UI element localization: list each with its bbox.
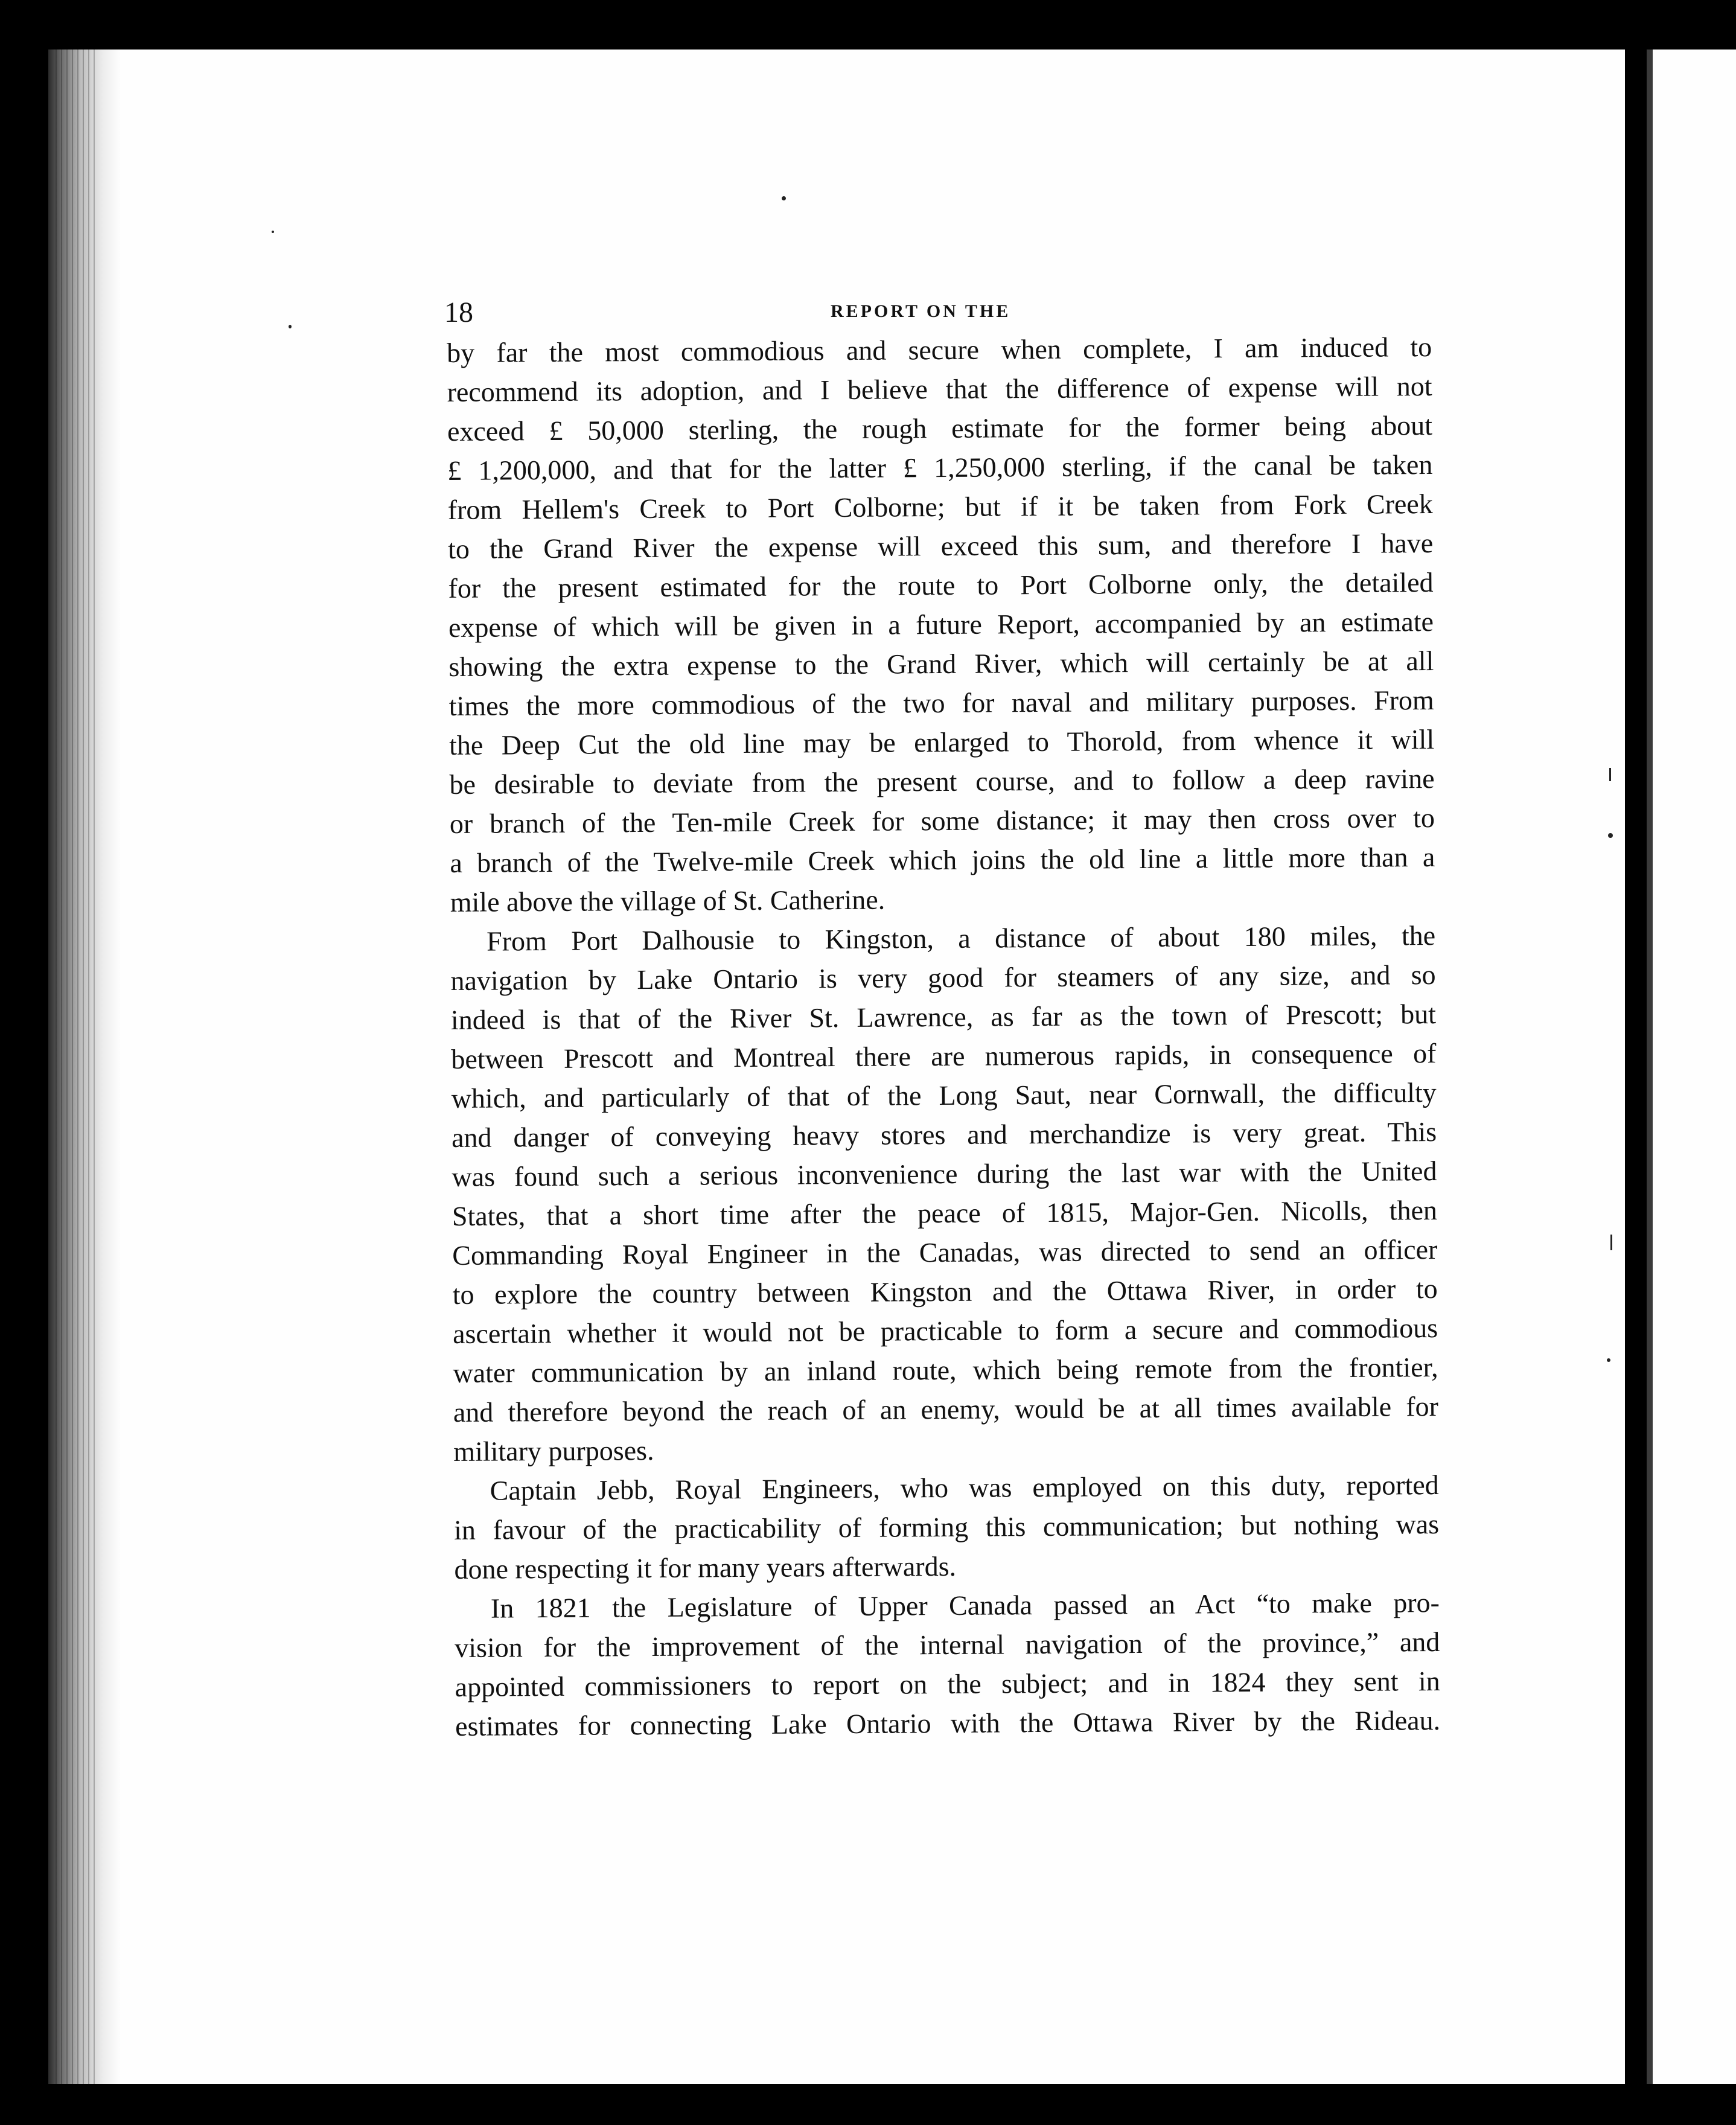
scan-speck bbox=[1608, 833, 1613, 838]
text-line: from Hellem's Creek to Port Colborne; but if it be taken from Fork Creek bbox=[447, 488, 1433, 525]
text-line: States, that a short time after the peace of 1815, Major-Gen. Nicolls, then bbox=[452, 1195, 1438, 1232]
text-line: to explore the country between Kingston and the Ottawa River, in order to bbox=[452, 1273, 1438, 1310]
text-line: water communication by an inland route, which being remote from the frontier, bbox=[453, 1351, 1438, 1388]
text-line: appointed commissioners to report on the subject; and in 1824 they sent in bbox=[455, 1665, 1440, 1702]
text-line: Captain Jebb, Royal Engineers, who was employed on this duty, reported bbox=[490, 1469, 1439, 1506]
text-line: indeed is that of the River St. Lawrence, as far as the town of Prescott; but bbox=[450, 999, 1437, 1035]
text-line: £ 1,200,000, and that for the latter £ 1,250,000 sterling, if the canal be taken bbox=[447, 449, 1433, 486]
text-line: in favour of the practicability of forming this communication; but nothing was bbox=[453, 1508, 1440, 1545]
paragraph bbox=[454, 1465, 1440, 1589]
text-line: expense of which will be given in a future Report, accompanied by an estimate bbox=[448, 606, 1434, 643]
paragraph bbox=[447, 327, 1435, 922]
text-line: between Prescott and Montreal there are numerous rapids, in consequence of bbox=[451, 1038, 1437, 1075]
facing-page-edge bbox=[1647, 50, 1736, 2084]
text-line: was found such a serious inconvenience during the last war with the United bbox=[452, 1155, 1437, 1192]
scan-speck bbox=[1610, 1235, 1612, 1250]
paragraph bbox=[450, 916, 1439, 1471]
text-line: times the more commodious of the two for naval and military purposes. From bbox=[448, 685, 1434, 721]
text-line: military purposes. bbox=[453, 1434, 654, 1467]
scan-speck bbox=[1607, 1358, 1610, 1362]
scan-speck bbox=[272, 231, 274, 233]
paragraph bbox=[455, 1583, 1441, 1746]
text-line: ascertain whether it would not be practicable to form a secure and commodious bbox=[452, 1312, 1438, 1349]
text-line: recommend its adoption, and I believe that the difference of expense will not bbox=[447, 371, 1432, 407]
text-line: navigation by Lake Ontario is very good for steamers of any size, and so bbox=[450, 959, 1436, 996]
text-line: to the Grand River the expense will exceed this sum, and therefore I have bbox=[448, 528, 1434, 564]
text-line: done respecting it for many years afterwards. bbox=[454, 1550, 957, 1585]
text-line: From Port Dalhousie to Kingston, a distance of about 180 miles, the bbox=[486, 920, 1436, 957]
text-line: mile above the village of St. Catherine. bbox=[450, 884, 886, 918]
text-line: vision for the improvement of the internal navigation of the province,” and bbox=[455, 1626, 1440, 1663]
text-line: a branch of the Twelve-mile Creek which joins the old line a little more than a bbox=[450, 842, 1435, 878]
text-line: by far the most commodious and secure when complete, I am induced to bbox=[447, 331, 1432, 368]
text-line: In 1821 the Legislature of Upper Canada passed an Act “to make pro- bbox=[490, 1587, 1440, 1624]
running-head: REPORT ON THE bbox=[831, 301, 1011, 321]
page-header bbox=[444, 295, 1434, 331]
text-line: the Deep Cut the old line may be enlarged to Thorold, from whence it will bbox=[449, 724, 1435, 761]
text-line: be desirable to deviate from the present course, and to follow a deep ravine bbox=[449, 763, 1435, 800]
text-line: for the present estimated for the route to Port Colborne only, the detailed bbox=[448, 567, 1434, 604]
scan-speck bbox=[289, 325, 292, 328]
text-line: Commanding Royal Engineer in the Canadas, was directed to send an officer bbox=[452, 1234, 1438, 1271]
text-line: exceed £ 50,000 sterling, the rough estimate for the former being about bbox=[447, 410, 1433, 447]
gutter-page-edges bbox=[56, 50, 98, 2084]
body-text bbox=[447, 327, 1440, 1746]
page-number: 18 bbox=[444, 296, 473, 328]
text-line: and danger of conveying heavy stores and merchandize is very great. This bbox=[451, 1116, 1437, 1153]
text-line: estimates for connecting Lake Ontario with the Ottawa River by the Rideau. bbox=[455, 1704, 1441, 1742]
scan-speck bbox=[782, 196, 786, 200]
text-line: which, and particularly of that of the Long Saut, near Cornwall, the difficulty bbox=[451, 1077, 1437, 1114]
text-line: or branch of the Ten-mile Creek for some distance; it may then cross over to bbox=[449, 802, 1435, 839]
text-line: and therefore beyond the reach of an enemy, would be at all times available for bbox=[453, 1390, 1439, 1428]
text-line: showing the extra expense to the Grand River, which will certainly be at all bbox=[448, 645, 1434, 682]
scan-speck bbox=[1609, 768, 1611, 781]
facing-page-shadow bbox=[1647, 50, 1653, 2084]
